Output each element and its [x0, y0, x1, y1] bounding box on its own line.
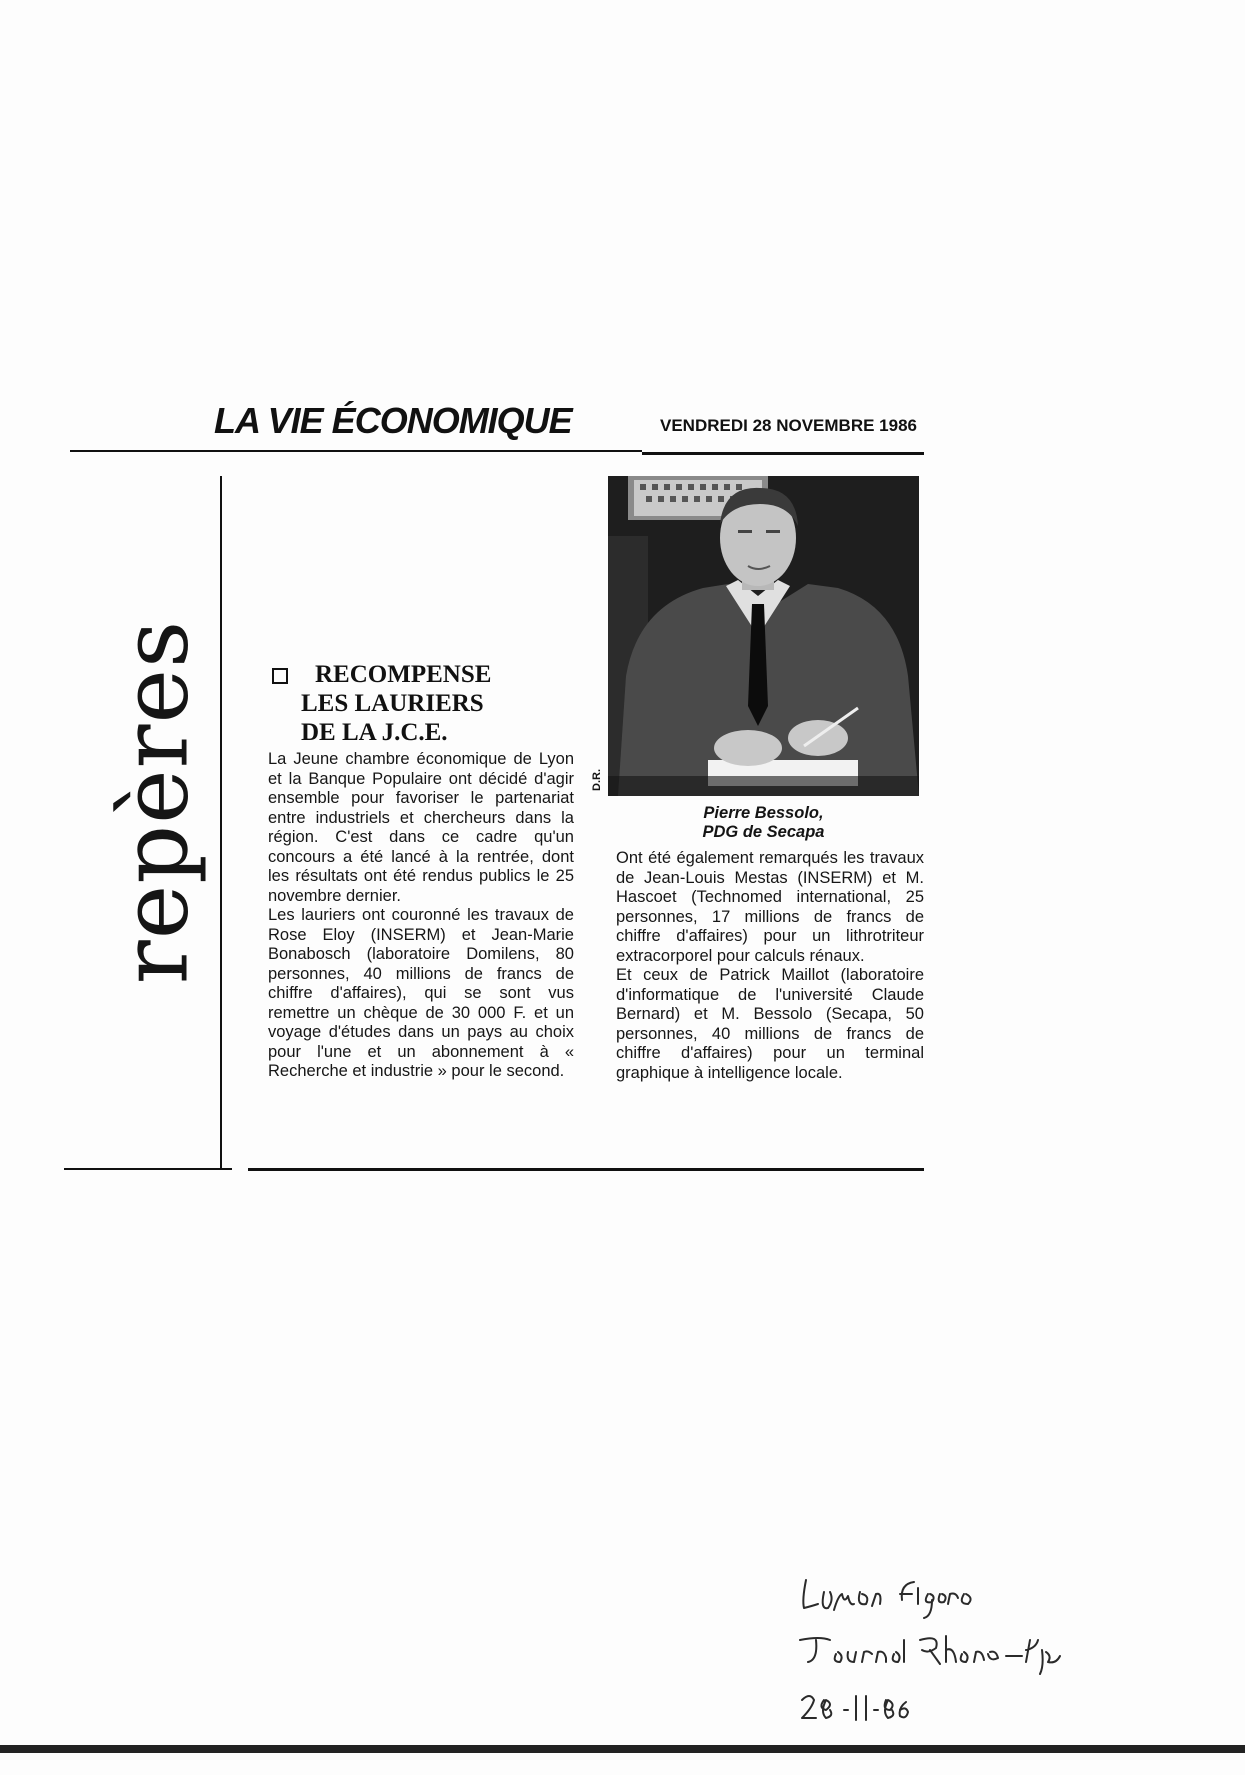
top-rule-right	[642, 452, 924, 455]
column-divider	[220, 476, 222, 1168]
bottom-rule-left	[64, 1168, 232, 1170]
photo-credit-text: D.R.	[591, 769, 603, 791]
headline-line-3: DE LA J.C.E.	[301, 719, 448, 746]
publication-date: VENDREDI 28 NOVEMBRE 1986	[660, 416, 917, 435]
checkbox-square-icon	[272, 668, 288, 684]
masthead-title: LA VIE ÉCONOMIQUE	[214, 400, 572, 441]
article-body-left	[268, 750, 574, 1082]
section-label	[101, 552, 209, 1052]
paragraph: Et ceux de Patrick Maillot (laboratoire d'informatique de l'université Claude Bernard) et M. Bessolo (Secapa, 50 personnes, 40 millions de francs de chiffre d'affaires) pour un terminal graphique à intelligence locale.	[616, 966, 924, 1082]
scan-bottom-edge	[0, 1745, 1245, 1753]
paragraph: Ont été également remarqués les travaux de Jean-Louis Mestas (INSERM) et M. Hascoet (Technomed international, 25 personnes, 17 millions de francs de chiffre d'affaires) pour un lithrotriteur extracorporel pour calculs rénaux.	[616, 849, 924, 965]
article-body-right	[616, 849, 924, 1083]
article-headline	[268, 660, 568, 747]
headline-line-2: LES LAURIERS	[301, 690, 484, 717]
paragraph: Les lauriers ont couronné les travaux de Rose Eloy (INSERM) et Jean-Marie Bonabosch (laboratoire Domilens, 80 personnes, 40 millions de francs de chiffre d'affaires), qui se sont vus remettre un chèque de 30 000 F. et un voyage d'études dans un pays au choix pour l'une et un abonnement à « Recherche et industrie » pour le second.	[268, 906, 574, 1080]
photo-credit	[587, 760, 607, 800]
section-label-text: repères	[101, 619, 209, 985]
portrait-photo	[608, 476, 919, 796]
paragraph: La Jeune chambre économique de Lyon et la Banque Populaire ont décidé d'agir ensemble pour favoriser le partenariat entre industriels et chercheurs dans la région. C'est dans ce cadre qu'un concours a été lancé à la rentrée, dont les résultats ont été rendus publics le 25 novembre dernier.	[268, 750, 574, 905]
headline-line-1: RECOMPENSE	[315, 661, 492, 688]
handwritten-annotation	[790, 1570, 1130, 1770]
bottom-rule-right	[248, 1168, 924, 1171]
caption-line-2: PDG de Secapa	[702, 823, 825, 841]
photo-caption	[608, 804, 919, 842]
caption-line-1: Pierre Bessolo,	[703, 804, 824, 822]
top-rule-left	[70, 450, 642, 452]
